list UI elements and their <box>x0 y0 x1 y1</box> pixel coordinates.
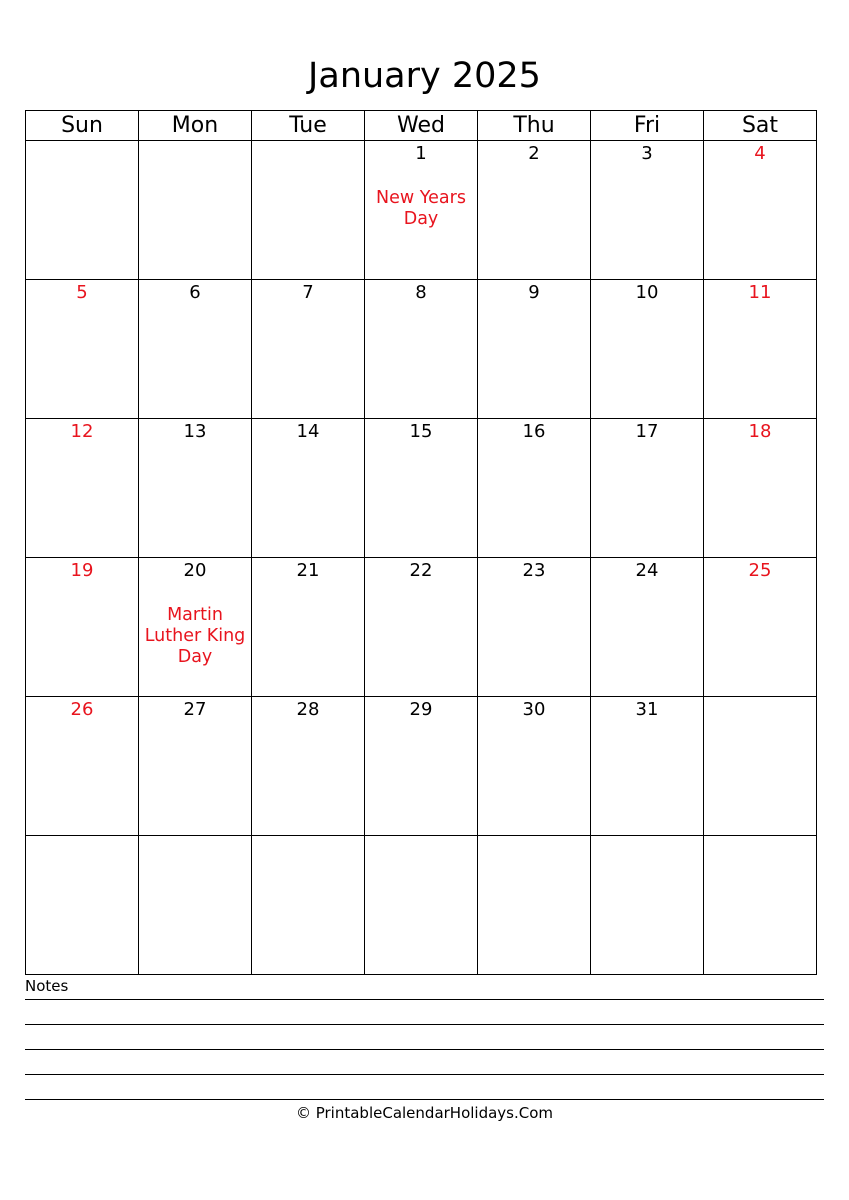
calendar-body <box>26 141 817 975</box>
note-line <box>25 1024 824 1025</box>
day-number: 7 <box>302 282 314 303</box>
day-number: 11 <box>748 282 772 303</box>
calendar-grid <box>25 110 817 975</box>
week-row <box>26 280 817 419</box>
day-cell <box>478 419 591 558</box>
week-row <box>26 697 817 836</box>
weekday-header-row <box>26 111 817 141</box>
weekday-header-thu: Thu <box>478 111 591 141</box>
day-cell <box>365 697 478 836</box>
day-cell <box>478 558 591 697</box>
week-row <box>26 419 817 558</box>
day-cell <box>252 836 365 975</box>
weekday-header-sat: Sat <box>704 111 817 141</box>
day-cell <box>139 836 252 975</box>
day-number <box>26 143 138 165</box>
day-number: 29 <box>409 699 433 720</box>
day-cell <box>26 558 139 697</box>
day-cell <box>26 697 139 836</box>
day-cell <box>26 141 139 280</box>
day-cell <box>478 697 591 836</box>
day-number: 9 <box>528 282 540 303</box>
day-cell <box>365 280 478 419</box>
day-cell <box>252 141 365 280</box>
day-cell <box>591 697 704 836</box>
note-line <box>25 1074 824 1075</box>
day-number: 5 <box>76 282 88 303</box>
day-number: 12 <box>70 421 94 442</box>
day-number <box>478 838 590 860</box>
day-number: 10 <box>635 282 659 303</box>
note-line <box>25 999 824 1000</box>
day-cell <box>591 141 704 280</box>
day-cell <box>252 280 365 419</box>
day-number <box>26 838 138 860</box>
day-number: 1 <box>415 143 427 164</box>
holiday-label: New Years Day <box>376 188 466 229</box>
day-cell <box>704 558 817 697</box>
day-number: 22 <box>409 560 433 581</box>
week-row <box>26 836 817 975</box>
day-cell <box>139 697 252 836</box>
day-number: 31 <box>635 699 659 720</box>
day-cell <box>365 419 478 558</box>
day-number <box>252 838 364 860</box>
day-cell <box>26 419 139 558</box>
day-cell <box>478 141 591 280</box>
day-number: 16 <box>522 421 546 442</box>
day-cell <box>26 836 139 975</box>
day-number <box>252 143 364 165</box>
day-number: 27 <box>183 699 207 720</box>
day-number: 28 <box>296 699 320 720</box>
day-cell <box>591 836 704 975</box>
weekday-header-sun: Sun <box>26 111 139 141</box>
day-cell <box>365 836 478 975</box>
day-number: 26 <box>70 699 94 720</box>
day-cell <box>252 697 365 836</box>
day-number: 30 <box>522 699 546 720</box>
day-cell <box>591 558 704 697</box>
day-number <box>591 838 703 860</box>
day-number: 25 <box>748 560 772 581</box>
day-cell <box>139 141 252 280</box>
day-number: 6 <box>189 282 201 303</box>
day-cell <box>139 558 252 697</box>
week-row <box>26 141 817 280</box>
day-number: 15 <box>409 421 433 442</box>
footer-copyright: © PrintableCalendarHolidays.Com <box>295 1104 554 1122</box>
weekday-header-mon: Mon <box>139 111 252 141</box>
note-line <box>25 1049 824 1050</box>
day-cell <box>252 419 365 558</box>
day-number: 17 <box>635 421 659 442</box>
day-cell <box>704 280 817 419</box>
day-number <box>704 838 816 860</box>
day-number <box>365 838 477 860</box>
day-cell <box>478 280 591 419</box>
weekday-header-tue: Tue <box>252 111 365 141</box>
day-cell <box>139 419 252 558</box>
day-number: 14 <box>296 421 320 442</box>
day-number: 21 <box>296 560 320 581</box>
day-number <box>704 699 816 721</box>
calendar-title: January 2025 <box>308 56 541 96</box>
day-cell <box>704 141 817 280</box>
day-number: 13 <box>183 421 207 442</box>
day-number: 18 <box>748 421 772 442</box>
day-number: 24 <box>635 560 659 581</box>
day-cell <box>365 141 478 280</box>
weekday-header-wed: Wed <box>365 111 478 141</box>
notes-label: Notes <box>25 977 69 995</box>
day-cell <box>591 419 704 558</box>
day-number: 2 <box>528 143 540 164</box>
day-number <box>139 838 251 860</box>
day-number: 20 <box>183 560 207 581</box>
day-cell <box>478 836 591 975</box>
day-cell <box>365 558 478 697</box>
day-cell <box>591 280 704 419</box>
weekday-header-fri: Fri <box>591 111 704 141</box>
holiday-label: Martin Luther King Day <box>144 605 246 667</box>
day-cell <box>252 558 365 697</box>
note-line <box>25 1099 824 1100</box>
day-number: 4 <box>754 143 766 164</box>
day-cell <box>704 836 817 975</box>
day-number: 8 <box>415 282 427 303</box>
week-row <box>26 558 817 697</box>
day-cell <box>704 419 817 558</box>
day-cell <box>26 280 139 419</box>
day-number: 23 <box>522 560 546 581</box>
day-cell <box>139 280 252 419</box>
day-number: 19 <box>70 560 94 581</box>
day-number: 3 <box>641 143 653 164</box>
day-cell <box>704 697 817 836</box>
day-number <box>139 143 251 165</box>
